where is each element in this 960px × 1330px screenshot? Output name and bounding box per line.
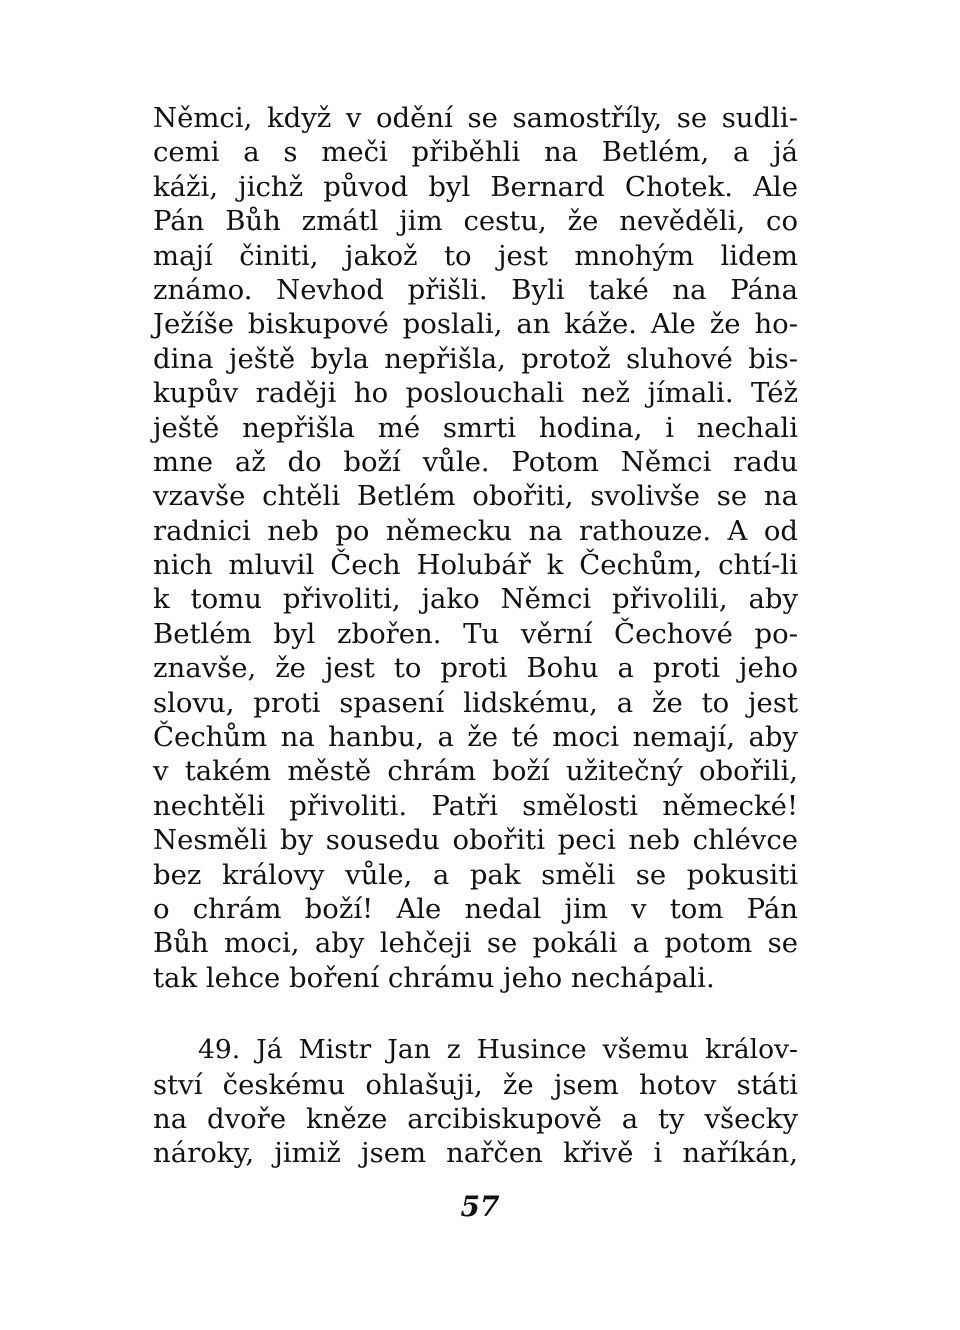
text-line: Bůh moci, aby lehčeji se pokáli a potom se	[153, 927, 798, 960]
text-line: Ježíše biskupové poslali, an káže. Ale že ho-	[153, 308, 798, 341]
text-line: Betlém byl zbořen. Tu věrní Čechové po-	[153, 617, 798, 650]
text-line: k tomu přivoliti, jako Němci přivolili, aby	[153, 583, 798, 616]
text-line: dina ještě byla nepřišla, protož sluhové bis-	[153, 342, 798, 375]
text-line: nechtěli přivoliti. Patři smělosti německé!	[153, 789, 798, 822]
text-line: kupův raději ho poslouchali než jímali. Též	[153, 377, 798, 410]
text-line: mne až do boží vůle. Potom Němci radu	[153, 445, 798, 478]
text-line: 49. Já Mistr Jan z Husince všemu králov-	[198, 1034, 798, 1066]
text-line: cemi a s meči přiběhli na Betlém, a já	[153, 136, 798, 169]
text-line: Pán Bůh zmátl jim cestu, že nevěděli, co	[153, 205, 798, 238]
text-line: Čechům na hanbu, a že té moci nemají, aby	[153, 721, 798, 754]
text-line: ství českému ohlašuji, že jsem hotov státi	[153, 1068, 798, 1101]
page-number: 57	[460, 1190, 500, 1223]
paragraph-gap	[153, 995, 798, 1033]
text-line: bez královy vůle, a pak směli se pokusiti	[153, 858, 798, 891]
text-line: tak lehce boření chrámu jeho nechápali.	[153, 961, 715, 994]
text-line: mají činiti, jakož to jest mnohým lidem	[153, 239, 798, 272]
text-line: na dvoře kněze arcibiskupově a ty všecky	[153, 1102, 798, 1135]
text-line: slovu, proti spasení lidskému, a že to jest	[153, 686, 798, 719]
text-line: znavše, že jest to proti Bohu a proti jeho	[153, 652, 798, 685]
paragraph-1	[153, 101, 798, 995]
text-line: vzavše chtěli Betlém obořiti, svolivše se na	[153, 480, 798, 513]
text-line: Němci, když v odění se samostříly, se sudli-	[153, 102, 798, 134]
page-body-text	[153, 101, 798, 1171]
text-line: o chrám boží! Ale nedal jim v tom Pán	[153, 892, 798, 925]
text-line: radnici neb po německu na rathouze. A od	[153, 514, 798, 547]
paragraph-2	[153, 1033, 798, 1171]
text-line: v takém městě chrám boží užitečný obořili,	[153, 755, 798, 788]
text-line: káži, jichž původ byl Bernard Chotek. Ale	[153, 170, 798, 203]
text-line: nich mluvil Čech Holubář k Čechům, chtí-li	[153, 549, 798, 582]
text-line: ještě nepřišla mé smrti hodina, i nechali	[153, 411, 798, 444]
text-line: nároky, jimiž jsem nařčen křivě i naříkán,	[153, 1137, 798, 1170]
text-line: Nesměli by sousedu obořiti peci neb chlévce	[153, 824, 798, 857]
text-line: známo. Nevhod přišli. Byli také na Pána	[153, 273, 798, 306]
